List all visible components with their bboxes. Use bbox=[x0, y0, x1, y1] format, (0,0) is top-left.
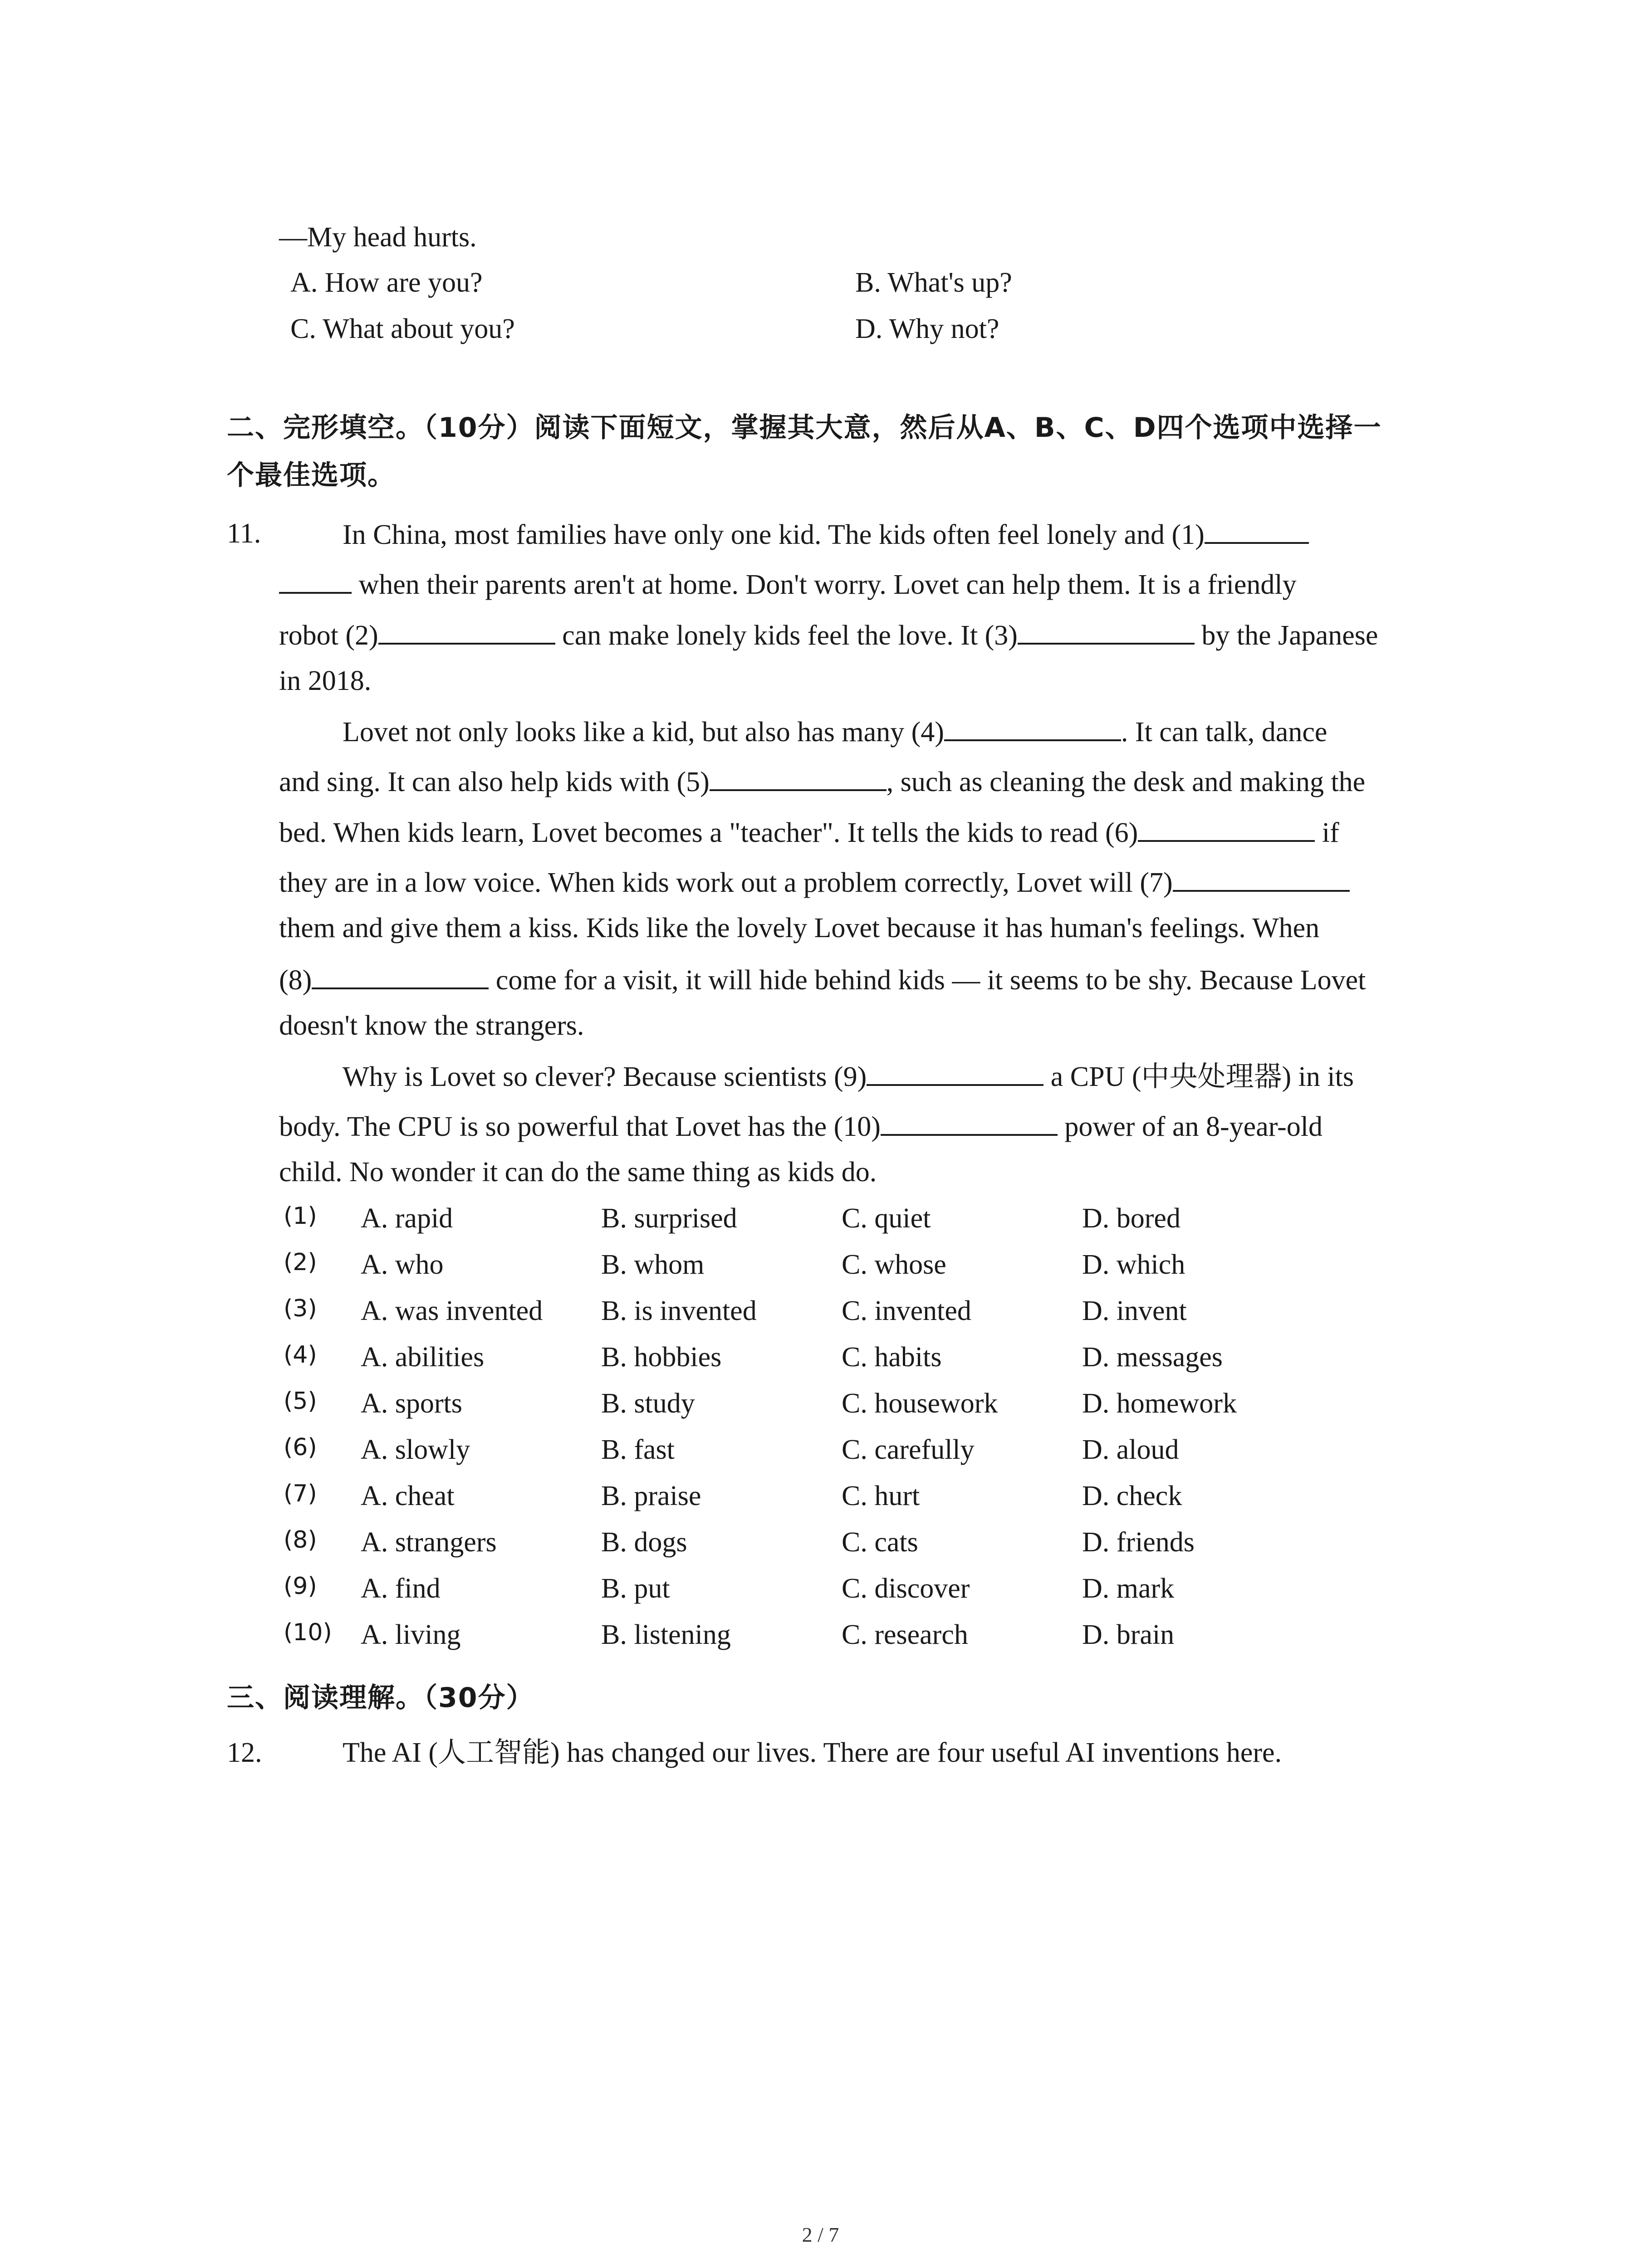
choice-b: B. fast bbox=[601, 1434, 675, 1465]
choice-a: A. cheat bbox=[361, 1481, 455, 1511]
choice-row bbox=[0, 1436, 1641, 1472]
choice-b: B. hobbies bbox=[601, 1342, 722, 1373]
choice-number: (4) bbox=[284, 1341, 317, 1369]
choice-d: D. homework bbox=[1082, 1388, 1237, 1419]
prev-option-b: B. What's up? bbox=[855, 267, 1012, 298]
text-segment: when their parents aren't at home. Don't worry. Lovet can help them. It is a friendly bbox=[352, 569, 1297, 600]
choice-number: (7) bbox=[284, 1480, 317, 1507]
choice-d: D. bored bbox=[1082, 1203, 1181, 1234]
blank-2 bbox=[378, 620, 555, 645]
q11-p2-line2 bbox=[279, 767, 1365, 796]
section3-header: 三、阅读理解。（30分） bbox=[227, 1682, 534, 1714]
choice-c: C. hurt bbox=[842, 1481, 920, 1511]
q11-p2-line5: them and give them a kiss. Kids like the lovely Lovet because it has human's feelings. When bbox=[279, 913, 1320, 943]
choice-row bbox=[0, 1574, 1641, 1611]
text-segment: if bbox=[1315, 817, 1339, 848]
text-segment: can make lonely kids feel the love. It (3) bbox=[555, 620, 1018, 651]
choice-a: A. rapid bbox=[361, 1203, 453, 1234]
choice-a: A. abilities bbox=[361, 1342, 485, 1373]
choice-d: D. invent bbox=[1082, 1295, 1187, 1326]
q11-p2-line7: doesn't know the strangers. bbox=[279, 1010, 584, 1041]
choice-d: D. mark bbox=[1082, 1573, 1175, 1604]
q11-p3-line1 bbox=[343, 1061, 1354, 1091]
choice-number: (8) bbox=[284, 1526, 317, 1554]
blank-1b bbox=[279, 569, 352, 594]
q11-p2-line4 bbox=[279, 867, 1350, 897]
prev-option-c: C. What about you? bbox=[290, 313, 515, 344]
text-segment: they are in a low voice. When kids work out a problem correctly, Lovet will (7) bbox=[279, 867, 1173, 898]
choice-number: (2) bbox=[284, 1249, 317, 1276]
choice-c: C. quiet bbox=[842, 1203, 931, 1234]
choice-number: (1) bbox=[284, 1202, 317, 1230]
choice-c: C. discover bbox=[842, 1573, 970, 1604]
text-segment: (8) bbox=[279, 965, 312, 996]
choice-b: B. study bbox=[601, 1388, 695, 1419]
q12-number: 12. bbox=[227, 1737, 262, 1768]
choice-b: B. put bbox=[601, 1573, 670, 1604]
text-segment: come for a visit, it will hide behind kids — it seems to be shy. Because Lovet bbox=[489, 965, 1366, 996]
choice-row bbox=[0, 1204, 1641, 1241]
choice-b: B. whom bbox=[601, 1249, 705, 1280]
choice-number: (10) bbox=[284, 1619, 332, 1646]
blank-7 bbox=[1173, 867, 1350, 892]
blank-4 bbox=[944, 717, 1121, 741]
choice-a: A. slowly bbox=[361, 1434, 470, 1465]
text-segment: Lovet not only looks like a kid, but also has many (4) bbox=[343, 717, 944, 748]
text-segment: , such as cleaning the desk and making the bbox=[886, 767, 1366, 797]
choice-number: (3) bbox=[284, 1295, 317, 1322]
choice-row bbox=[0, 1343, 1641, 1379]
q11-p1-line4: in 2018. bbox=[279, 665, 372, 696]
choice-b: B. praise bbox=[601, 1481, 701, 1511]
q11-p2-line6 bbox=[279, 965, 1366, 994]
choice-c: C. habits bbox=[842, 1342, 942, 1373]
text-segment: robot (2) bbox=[279, 620, 378, 651]
choice-d: D. messages bbox=[1082, 1342, 1223, 1373]
choice-b: B. listening bbox=[601, 1619, 731, 1650]
text-segment: power of an 8-year-old bbox=[1057, 1111, 1323, 1142]
choice-row bbox=[0, 1251, 1641, 1287]
choice-a: A. who bbox=[361, 1249, 444, 1280]
choice-d: D. friends bbox=[1082, 1527, 1195, 1558]
q11-number: 11. bbox=[227, 518, 261, 549]
choice-d: D. check bbox=[1082, 1481, 1182, 1511]
choice-row bbox=[0, 1297, 1641, 1333]
q12-text: The AI (人工智能) has changed our lives. There are four useful AI inventions here. bbox=[343, 1737, 1282, 1768]
q11-p2-line3 bbox=[279, 817, 1339, 847]
choice-row bbox=[0, 1482, 1641, 1518]
choice-a: A. find bbox=[361, 1573, 441, 1604]
choice-c: C. cats bbox=[842, 1527, 918, 1558]
choice-c: C. carefully bbox=[842, 1434, 975, 1465]
prev-option-a: A. How are you? bbox=[290, 267, 483, 298]
section2-header-line1: 二、完形填空。（10分）阅读下面短文，掌握其大意，然后从A、B、C、D四个选项中选择一 bbox=[227, 412, 1382, 444]
choice-number: (9) bbox=[284, 1573, 317, 1600]
choice-c: C. whose bbox=[842, 1249, 946, 1280]
q11-p1-line2 bbox=[279, 569, 1297, 599]
text-segment: by the Japanese bbox=[1194, 620, 1378, 651]
choice-a: A. strangers bbox=[361, 1527, 497, 1558]
choice-d: D. which bbox=[1082, 1249, 1185, 1280]
text-segment: and sing. It can also help kids with (5) bbox=[279, 767, 710, 797]
q11-p2-line1 bbox=[343, 717, 1327, 746]
q11-p1-line3 bbox=[279, 620, 1378, 650]
choice-row bbox=[0, 1389, 1641, 1426]
text-segment: . It can talk, dance bbox=[1121, 717, 1327, 748]
choice-number: (6) bbox=[284, 1434, 317, 1461]
prev-option-d: D. Why not? bbox=[855, 313, 999, 344]
blank-6 bbox=[1138, 817, 1315, 842]
q11-p1-line1 bbox=[343, 519, 1309, 549]
text-segment: In China, most families have only one kid. The kids often feel lonely and (1) bbox=[343, 519, 1205, 550]
choice-a: A. was invented bbox=[361, 1295, 543, 1326]
choice-number: (5) bbox=[284, 1388, 317, 1415]
prev-answer-line: —My head hurts. bbox=[279, 222, 477, 253]
choice-c: C. housework bbox=[842, 1388, 998, 1419]
blank-9 bbox=[867, 1061, 1043, 1086]
blank-1a bbox=[1205, 519, 1309, 544]
page-number: 2 / 7 bbox=[802, 2223, 839, 2246]
choice-c: C. research bbox=[842, 1619, 968, 1650]
text-segment: bed. When kids learn, Lovet becomes a "teacher". It tells the kids to read (6) bbox=[279, 817, 1138, 848]
choice-row bbox=[0, 1528, 1641, 1564]
blank-3 bbox=[1018, 620, 1195, 645]
blank-8 bbox=[312, 965, 489, 989]
choice-b: B. surprised bbox=[601, 1203, 737, 1234]
text-segment: Why is Lovet so clever? Because scientists (9) bbox=[343, 1061, 867, 1092]
blank-5 bbox=[710, 767, 887, 791]
section2-header-line2: 个最佳选项。 bbox=[227, 459, 396, 491]
q11-p3-line3: child. No wonder it can do the same thing as kids do. bbox=[279, 1157, 877, 1188]
choice-c: C. invented bbox=[842, 1295, 971, 1326]
q11-p3-line2 bbox=[279, 1111, 1323, 1141]
choice-a: A. sports bbox=[361, 1388, 462, 1419]
choice-b: B. is invented bbox=[601, 1295, 757, 1326]
blank-10 bbox=[881, 1111, 1058, 1136]
text-segment: a CPU (中央处理器) in its bbox=[1043, 1061, 1354, 1092]
choice-d: D. aloud bbox=[1082, 1434, 1179, 1465]
text-segment: body. The CPU is so powerful that Lovet has the (10) bbox=[279, 1111, 881, 1142]
choice-b: B. dogs bbox=[601, 1527, 687, 1558]
choice-d: D. brain bbox=[1082, 1619, 1175, 1650]
choice-a: A. living bbox=[361, 1619, 461, 1650]
choice-row bbox=[0, 1621, 1641, 1657]
